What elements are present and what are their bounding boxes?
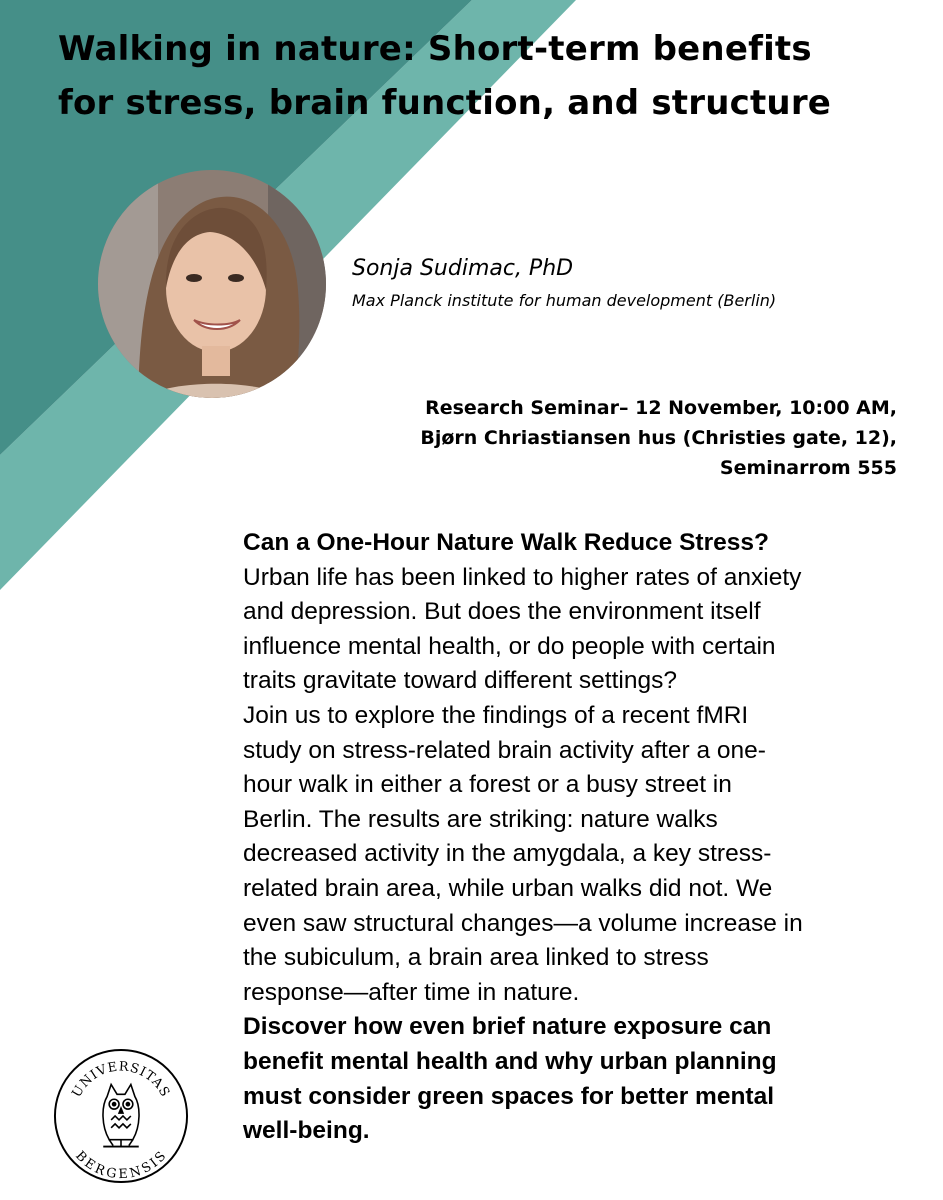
abstract-line: Berlin. The results are striking: nature walks bbox=[243, 805, 718, 833]
abstract-line: study on stress-related brain activity after a one- bbox=[243, 736, 766, 764]
closing-line: Discover how even brief nature exposure can bbox=[243, 1013, 772, 1041]
seminar-title bbox=[58, 22, 918, 130]
abstract-line: response—after time in nature. bbox=[243, 978, 580, 1006]
closing-line: well-being. bbox=[243, 1117, 370, 1145]
abstract-line: even saw structural changes—a volume increase in bbox=[243, 909, 803, 937]
abstract-line: influence mental health, or do people with certain bbox=[243, 632, 776, 660]
closing-line: benefit mental health and why urban planning bbox=[243, 1047, 777, 1075]
seal-text-bottom: BERGENSIS bbox=[72, 1148, 170, 1183]
abstract-line: the subiculum, a brain area linked to stress bbox=[243, 944, 709, 972]
abstract-line: hour walk in either a forest or a busy street in bbox=[243, 771, 732, 799]
event-details bbox=[420, 393, 897, 483]
speaker-name: Sonja Sudimac, PhD bbox=[352, 256, 574, 281]
abstract-line: and depression. But does the environment itself bbox=[243, 598, 761, 626]
speaker-photo bbox=[98, 170, 326, 398]
abstract-heading: Can a One-Hour Nature Walk Reduce Stress? bbox=[243, 529, 769, 556]
title-line: for stress, brain function, and structure bbox=[58, 83, 832, 123]
title-line: Walking in nature: Short-term benefits bbox=[58, 29, 812, 69]
abstract bbox=[243, 526, 908, 1149]
event-line: Seminarrom 555 bbox=[719, 457, 897, 479]
seal-text-top: UNIVERSITAS bbox=[69, 1059, 173, 1101]
university-seal-logo bbox=[52, 1047, 190, 1185]
event-line: Research Seminar– 12 November, 10:00 AM, bbox=[425, 397, 897, 419]
abstract-line: traits gravitate toward different settings? bbox=[243, 667, 677, 695]
owl-seal-icon bbox=[103, 1084, 139, 1146]
speaker-affiliation: Max Planck institute for human development (Berlin) bbox=[352, 291, 777, 310]
event-line: Bjørn Chriastiansen hus (Christies gate, 12), bbox=[420, 427, 897, 449]
abstract-line: Urban life has been linked to higher rates of anxiety bbox=[243, 563, 802, 591]
abstract-line: Join us to explore the findings of a recent fMRI bbox=[243, 701, 749, 729]
abstract-line: related brain area, while urban walks did not. We bbox=[243, 874, 773, 902]
closing-line: must consider green spaces for better mental bbox=[243, 1082, 774, 1110]
abstract-line: decreased activity in the amygdala, a key stress- bbox=[243, 840, 772, 868]
